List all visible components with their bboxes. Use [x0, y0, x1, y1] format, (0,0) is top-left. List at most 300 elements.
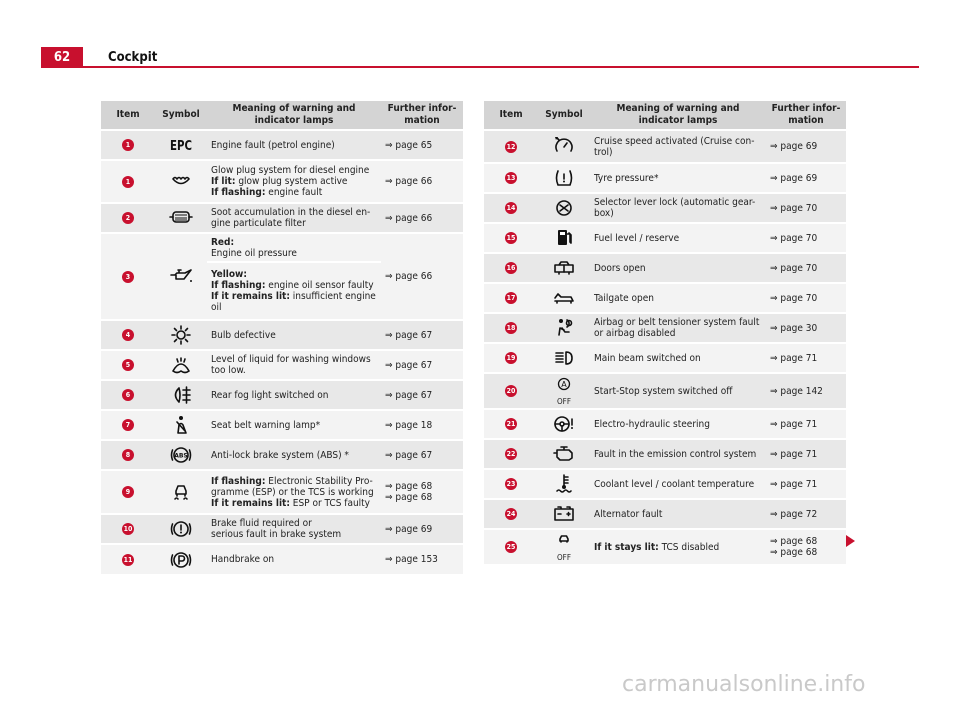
meaning-cell	[207, 203, 381, 233]
meaning-line	[211, 165, 377, 176]
table-row	[484, 313, 846, 343]
meaning-cell	[590, 469, 766, 499]
symbol-cell	[155, 544, 207, 574]
meaning-cell	[590, 223, 766, 253]
section-title: Cockpit	[108, 50, 158, 65]
header-further-information: Further infor-mation	[381, 101, 463, 130]
item-number-badge: 14	[506, 204, 516, 212]
meaning-line	[211, 291, 377, 313]
meaning-line	[211, 237, 377, 248]
meaning-text: Start-Stop system switched off	[594, 385, 733, 397]
condition-label: If it remains lit:	[211, 291, 290, 302]
symbol-cell	[538, 283, 590, 313]
item-cell	[101, 160, 155, 203]
table-row	[484, 253, 846, 283]
meaning-text: TCS disabled	[661, 541, 720, 553]
item-number-badge: 12	[506, 142, 516, 151]
meaning-cell	[590, 409, 766, 439]
meaning-line	[211, 140, 377, 151]
reference-cell	[766, 373, 846, 409]
meaning-line	[211, 420, 377, 431]
reference-cell	[766, 163, 846, 193]
symbol-cell	[538, 373, 590, 409]
page-reference: ⇒ page 71	[770, 418, 818, 430]
header-further-information: Further infor-mation	[766, 101, 846, 130]
reference-cell	[766, 193, 846, 223]
item-cell	[484, 529, 538, 564]
svg-text:EPC: EPC	[170, 139, 192, 154]
table-row	[101, 350, 463, 380]
handbrake-icon	[167, 548, 195, 572]
symbol-cell	[538, 130, 590, 163]
item-number-badge: 16	[506, 264, 516, 272]
item-cell	[101, 380, 155, 410]
rear-fog-light-icon	[167, 383, 195, 407]
svg-text:ABS: ABS	[174, 452, 188, 460]
table-row	[101, 544, 463, 574]
meaning-line	[211, 330, 377, 341]
meaning-line	[594, 449, 762, 460]
meaning-text: glow plug system active	[238, 176, 348, 187]
reference-cell	[381, 440, 463, 470]
item-number-badge: 20	[506, 387, 516, 395]
reference-cell	[766, 529, 846, 564]
table-header-row	[101, 101, 463, 130]
page-reference: ⇒ page 70	[770, 232, 818, 244]
page-reference: ⇒ page 68	[385, 481, 433, 492]
item-number-badge: 21	[506, 420, 516, 428]
diesel-particulate-filter-icon	[167, 206, 195, 230]
battery-icon	[550, 502, 578, 526]
meaning-line	[594, 542, 762, 553]
item-number-badge: 24	[506, 510, 516, 518]
table-row	[101, 380, 463, 410]
page-reference: ⇒ page 70	[770, 292, 818, 304]
glow-plug-icon	[167, 170, 195, 194]
airbag-icon	[550, 316, 578, 340]
condition-label: If flashing:	[211, 187, 266, 198]
meaning-cell	[590, 439, 766, 469]
page-reference: ⇒ page 69	[770, 141, 818, 152]
meaning-line	[594, 509, 762, 520]
meaning-text: Handbrake on	[211, 554, 275, 565]
table-row	[101, 440, 463, 470]
meaning-line	[594, 317, 762, 339]
meaning-text: ESP or TCS faulty	[292, 497, 371, 509]
item-cell	[101, 410, 155, 440]
meaning-text: Cruise speed activated (Cruise con-trol)	[594, 135, 755, 158]
symbol-cell	[155, 233, 207, 320]
meaning-line	[211, 529, 377, 540]
symbol-cell	[538, 469, 590, 499]
reference-cell	[766, 283, 846, 313]
meaning-line	[594, 419, 762, 430]
reference-cell	[381, 320, 463, 350]
meaning-line	[211, 476, 377, 498]
fuel-pump-icon	[550, 226, 578, 250]
oil-can-icon	[167, 265, 195, 289]
symbol-cell	[155, 130, 207, 160]
item-cell	[484, 343, 538, 373]
meaning-line	[211, 450, 377, 461]
page-reference: ⇒ page 67	[385, 359, 433, 371]
warning-lamp-table-left	[101, 101, 463, 574]
item-cell	[101, 233, 155, 320]
table-row	[484, 130, 846, 163]
condition-label: Red:	[211, 236, 235, 248]
header-item: Item	[484, 101, 538, 130]
page-reference: ⇒ page 68	[385, 492, 433, 503]
symbol-cell	[155, 203, 207, 233]
table-row	[101, 410, 463, 440]
item-number-badge: 10	[123, 525, 133, 533]
item-cell	[484, 439, 538, 469]
condition-label: If flashing:	[211, 280, 266, 291]
page-reference: ⇒ page 18	[385, 419, 433, 431]
meaning-cell	[207, 160, 381, 203]
symbol-cell	[538, 163, 590, 193]
bulb-defective-icon	[167, 323, 195, 347]
steering-icon	[550, 412, 578, 436]
reference-cell	[381, 350, 463, 380]
header-meaning: Meaning of warning and indicator lamps	[590, 101, 766, 130]
meaning-line	[594, 263, 762, 274]
page-reference: ⇒ page 65	[385, 139, 433, 151]
warning-lamp-table-right	[484, 101, 846, 564]
item-number-badge: 8	[122, 449, 134, 461]
item-cell	[101, 350, 155, 380]
meaning-text: serious fault in brake system	[211, 529, 342, 540]
reference-cell	[381, 380, 463, 410]
symbol-cell	[538, 313, 590, 343]
item-number-badge: 5	[122, 359, 134, 371]
symbol-cell	[155, 320, 207, 350]
cruise-control-icon	[550, 135, 578, 159]
item-cell	[484, 163, 538, 193]
meaning-line	[211, 176, 377, 187]
meaning-text: Tyre pressure*	[594, 172, 659, 184]
meaning-text: Fuel level / reserve	[594, 232, 680, 244]
meaning-cell	[590, 373, 766, 409]
meaning-text: Electro-hydraulic steering	[594, 418, 710, 430]
meaning-text: Bulb defective	[211, 329, 276, 341]
page-reference: ⇒ page 67	[385, 389, 433, 401]
meaning-cell	[207, 514, 381, 544]
page-header	[0, 0, 960, 70]
symbol-cell	[538, 193, 590, 223]
table-row	[484, 469, 846, 499]
item-number-badge: 11	[123, 555, 133, 564]
page-reference: ⇒ page 66	[385, 212, 433, 224]
item-cell	[101, 130, 155, 160]
reference-cell	[766, 253, 846, 283]
header-rule	[41, 66, 919, 68]
meaning-text: Glow plug system for diesel engine	[211, 165, 370, 176]
symbol-cell	[538, 343, 590, 373]
page-reference: ⇒ page 69	[385, 523, 433, 535]
meaning-text: Doors open	[594, 262, 646, 274]
symbol-cell	[538, 439, 590, 469]
page-reference: ⇒ page 70	[770, 202, 818, 214]
reference-cell	[381, 203, 463, 233]
brake-warning-icon	[167, 517, 195, 541]
item-cell	[484, 409, 538, 439]
tailgate-open-icon	[550, 286, 578, 310]
meaning-line	[211, 269, 377, 280]
meaning-cell	[207, 380, 381, 410]
symbol-cell	[155, 380, 207, 410]
meaning-line	[211, 207, 377, 229]
meaning-cell	[590, 499, 766, 529]
item-cell	[101, 203, 155, 233]
icon-caption: OFF	[557, 397, 571, 406]
table-row	[484, 343, 846, 373]
page-reference: ⇒ page 68	[770, 547, 818, 558]
item-number-badge: 2	[122, 212, 134, 224]
meaning-cell	[590, 313, 766, 343]
meaning-cell	[590, 253, 766, 283]
meaning-cell	[590, 193, 766, 223]
table-row	[101, 470, 463, 514]
item-number-badge: 1	[122, 176, 134, 188]
reference-cell	[766, 343, 846, 373]
meaning-line	[594, 479, 762, 490]
page-reference: ⇒ page 69	[770, 172, 818, 184]
page-reference: ⇒ page 153	[385, 554, 438, 565]
table-header-row	[484, 101, 846, 130]
symbol-cell	[155, 410, 207, 440]
meaning-text: Anti-lock brake system (ABS) *	[211, 449, 349, 461]
icon-caption: OFF	[557, 553, 571, 562]
table-row	[484, 283, 846, 313]
symbol-cell	[538, 409, 590, 439]
epc-icon	[167, 133, 195, 157]
item-cell	[101, 470, 155, 514]
reference-cell	[381, 160, 463, 203]
page-reference: ⇒ page 67	[385, 449, 433, 461]
engine-emission-icon	[550, 442, 578, 466]
table-row	[101, 130, 463, 160]
meaning-text: Selector lever lock (automatic gear-box)	[594, 197, 756, 219]
item-number-badge: 3	[122, 271, 134, 283]
watermark: carmanualsonline.info	[622, 672, 866, 697]
item-number-badge: 6	[122, 389, 134, 401]
selector-lever-lock-icon	[550, 196, 578, 220]
header-symbol: Symbol	[538, 101, 590, 130]
meaning-cell	[590, 283, 766, 313]
item-number-badge: 18	[506, 324, 516, 332]
symbol-cell	[155, 514, 207, 544]
page-reference: ⇒ page 142	[770, 385, 823, 397]
symbol-cell	[155, 350, 207, 380]
meaning-line	[211, 280, 377, 291]
meaning-line	[594, 386, 762, 397]
symbol-cell	[155, 470, 207, 514]
table-row	[484, 193, 846, 223]
item-number-badge: 13	[506, 174, 516, 182]
meaning-line	[211, 518, 377, 529]
meaning-cell	[207, 130, 381, 160]
item-number-badge: 19	[506, 354, 516, 362]
meaning-line	[211, 554, 377, 565]
item-number-badge: 17	[506, 294, 516, 302]
meaning-text: Coolant level / coolant temperature	[594, 478, 755, 490]
table-row	[101, 514, 463, 544]
meaning-text: Seat belt warning lamp*	[211, 419, 321, 431]
meaning-text: Electronic Stability Pro-gramme (ESP) or the TCS is working	[211, 475, 374, 498]
main-beam-icon	[550, 346, 578, 370]
condition-label: If flashing:	[211, 475, 266, 487]
page-number: 62	[41, 47, 83, 68]
table-row	[484, 373, 846, 409]
page-reference: ⇒ page 71	[770, 478, 818, 490]
meaning-line	[594, 173, 762, 184]
meaning-line	[594, 136, 762, 158]
item-number-badge: 1	[122, 139, 134, 151]
meaning-text: Engine fault (petrol engine)	[211, 139, 335, 151]
meaning-cell	[590, 130, 766, 163]
reference-cell	[766, 499, 846, 529]
meaning-line	[211, 498, 377, 509]
page-reference: ⇒ page 71	[770, 352, 818, 364]
item-number-badge: 22	[506, 450, 516, 458]
table-row	[484, 529, 846, 564]
table-row	[484, 439, 846, 469]
reference-cell	[766, 130, 846, 163]
symbol-cell	[538, 253, 590, 283]
item-cell	[101, 440, 155, 470]
page-reference: ⇒ page 70	[770, 262, 818, 274]
table-row	[101, 203, 463, 233]
meaning-text: engine fault	[268, 187, 323, 198]
item-number-badge: 9	[122, 486, 134, 498]
condition-label: If it remains lit:	[211, 497, 290, 509]
meaning-text: insufficient engine oil	[211, 291, 376, 313]
meaning-line	[211, 248, 377, 259]
reference-cell	[381, 470, 463, 514]
meaning-text: Level of liquid for washing windows too low.	[211, 354, 371, 376]
meaning-text: Rear fog light switched on	[211, 389, 329, 401]
item-cell	[101, 320, 155, 350]
item-cell	[484, 130, 538, 163]
meaning-line	[211, 354, 377, 376]
table-row	[484, 163, 846, 193]
reference-cell	[766, 439, 846, 469]
meaning-text: engine oil sensor faulty	[268, 280, 374, 291]
item-cell	[101, 514, 155, 544]
item-number-badge: 15	[506, 234, 516, 242]
meaning-line	[594, 293, 762, 304]
meaning-text: Alternator fault	[594, 508, 663, 520]
meaning-text: Engine oil pressure	[211, 247, 297, 259]
item-cell	[101, 544, 155, 574]
meaning-text: Main beam switched on	[594, 352, 701, 364]
table-row	[484, 223, 846, 253]
page-reference: ⇒ page 67	[385, 329, 433, 341]
meaning-cell	[207, 410, 381, 440]
meaning-text: Fault in the emission control system	[594, 448, 757, 460]
meaning-text: Brake fluid required or	[211, 518, 312, 529]
symbol-cell	[538, 223, 590, 253]
start-stop-letter: A	[561, 380, 567, 389]
meaning-cell	[590, 529, 766, 564]
reference-cell	[381, 410, 463, 440]
meaning-cell	[207, 350, 381, 380]
doors-open-icon	[550, 256, 578, 280]
meaning-cell	[207, 544, 381, 574]
reference-cell	[766, 409, 846, 439]
esp-icon	[167, 480, 195, 504]
meaning-text: Soot accumulation in the diesel en-gine particulate filter	[211, 207, 371, 229]
meaning-cell	[207, 470, 381, 514]
item-number-badge: 4	[122, 329, 134, 341]
item-number-badge: 7	[122, 419, 134, 431]
page-reference: ⇒ page 66	[385, 176, 433, 187]
item-cell	[484, 469, 538, 499]
item-cell	[484, 193, 538, 223]
item-number-badge: 25	[506, 543, 516, 551]
item-cell	[484, 499, 538, 529]
meaning-cell	[207, 233, 381, 262]
reference-cell	[766, 313, 846, 343]
meaning-line	[594, 233, 762, 244]
table-row	[101, 320, 463, 350]
meaning-cell	[207, 320, 381, 350]
meaning-cell	[590, 343, 766, 373]
washer-fluid-icon	[167, 353, 195, 377]
reference-cell	[381, 514, 463, 544]
item-number-badge: 23	[506, 480, 516, 488]
table-row	[484, 499, 846, 529]
page-reference: ⇒ page 71	[770, 448, 818, 460]
reference-cell	[766, 469, 846, 499]
meaning-text: Tailgate open	[594, 292, 654, 304]
abs-icon	[167, 443, 195, 467]
meaning-line	[211, 187, 377, 198]
item-cell	[484, 283, 538, 313]
coolant-icon	[550, 472, 578, 496]
meaning-line	[594, 197, 762, 219]
condition-label: Yellow:	[211, 269, 247, 280]
table-row	[101, 233, 463, 262]
page-reference: ⇒ page 66	[385, 271, 433, 282]
symbol-cell	[538, 529, 590, 564]
symbol-cell	[155, 160, 207, 203]
meaning-text: Airbag or belt tensioner system fault or airbag disabled	[594, 317, 760, 339]
page-reference: ⇒ page 68	[770, 536, 818, 547]
meaning-cell	[207, 262, 381, 320]
reference-cell	[381, 544, 463, 574]
meaning-cell	[590, 163, 766, 193]
table-row	[101, 160, 463, 203]
condition-label: If lit:	[211, 176, 236, 187]
meaning-cell	[207, 440, 381, 470]
symbol-cell	[538, 499, 590, 529]
tyre-pressure-icon	[550, 166, 578, 190]
meaning-line	[211, 390, 377, 401]
reference-cell	[381, 130, 463, 160]
header-symbol: Symbol	[155, 101, 207, 130]
continued-arrow-icon	[846, 535, 855, 547]
page-reference: ⇒ page 30	[770, 322, 818, 334]
header-meaning: Meaning of warning and indicator lamps	[207, 101, 381, 130]
table-row	[484, 409, 846, 439]
reference-cell	[766, 223, 846, 253]
item-cell	[484, 373, 538, 409]
item-cell	[484, 223, 538, 253]
page-reference: ⇒ page 72	[770, 508, 818, 520]
symbol-cell	[155, 440, 207, 470]
